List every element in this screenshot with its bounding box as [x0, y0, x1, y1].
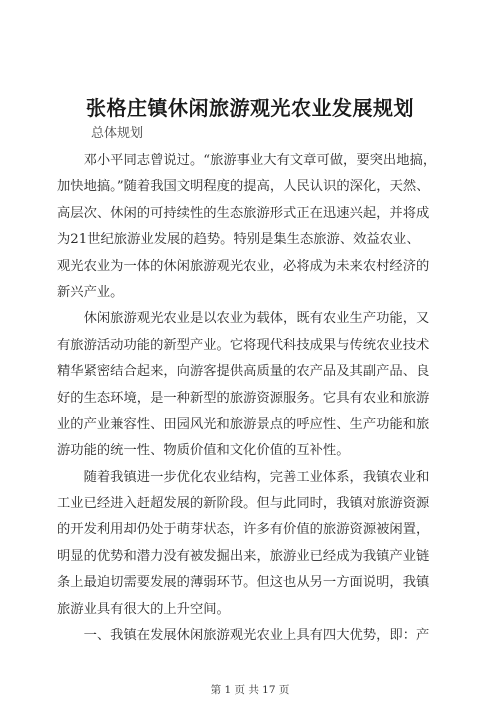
- text-line: 邓小平同志曾说过。“旅游事业大有文章可做，要突出地搞，: [57, 153, 437, 168]
- text-line: 条上最迫切需要发展的薄弱环节。但这也从另一方面说明，我镇: [57, 575, 430, 591]
- text-line: 为21世纪旅游业发展的趋势。特别是集生态旅游、效益农业、: [57, 232, 420, 248]
- text-line: 加快地搞。”随着我国文明程度的提高，人民认识的深化，天然、: [57, 179, 430, 195]
- text-line: 好的生态环境，是一种新型的旅游资源服务。它具有农业和旅游: [57, 390, 430, 406]
- text-line: 的开发利用却仍处于萌芽状态，许多有价值的旅游资源被闲置，: [57, 522, 430, 538]
- text-line: 一、我镇在发展休闲旅游观光农业上具有四大优势，即：产: [57, 628, 430, 644]
- text-line: 有旅游活动功能的新型产业。它将现代科技成果与传统农业技术: [57, 337, 430, 353]
- text-line: 游功能的统一性、物质价值和文化价值的互补性。: [57, 443, 350, 459]
- document-title: 张格庄镇休闲旅游观光农业发展规划: [86, 96, 414, 120]
- text-line: 高层次、休闲的可持续性的生态旅游形式正在迅速兴起，并将成: [57, 205, 430, 221]
- text-line: 旅游业具有很大的上升空间。: [57, 601, 230, 617]
- text-line: 精华紧密结合起来，向游客提供高质量的农产品及其副产品、良: [57, 364, 430, 380]
- text-line: 休闲旅游观光农业是以农业为载体，既有农业生产功能，又: [57, 311, 430, 327]
- text-line: 业的产业兼容性、田园风光和旅游景点的呼应性、生产功能和旅: [57, 416, 430, 432]
- text-line: 明显的优势和潜力没有被发掘出来，旅游业已经成为我镇产业链: [57, 548, 430, 564]
- text-line: 工业已经进入赶超发展的新阶段。但与此同时，我镇对旅游资源: [57, 496, 430, 512]
- document-subtitle: 总体规划: [91, 126, 144, 141]
- document-body: [57, 148, 447, 649]
- text-line: 新兴产业。: [57, 284, 124, 300]
- text-line: 随着我镇进一步优化农业结构，完善工业体系，我镇农业和: [57, 469, 430, 485]
- page-number-footer: 第 1 页 共 17 页: [210, 684, 290, 696]
- text-line: 观光农业为一体的休闲旅游观光农业，必将成为未来农村经济的: [57, 258, 430, 274]
